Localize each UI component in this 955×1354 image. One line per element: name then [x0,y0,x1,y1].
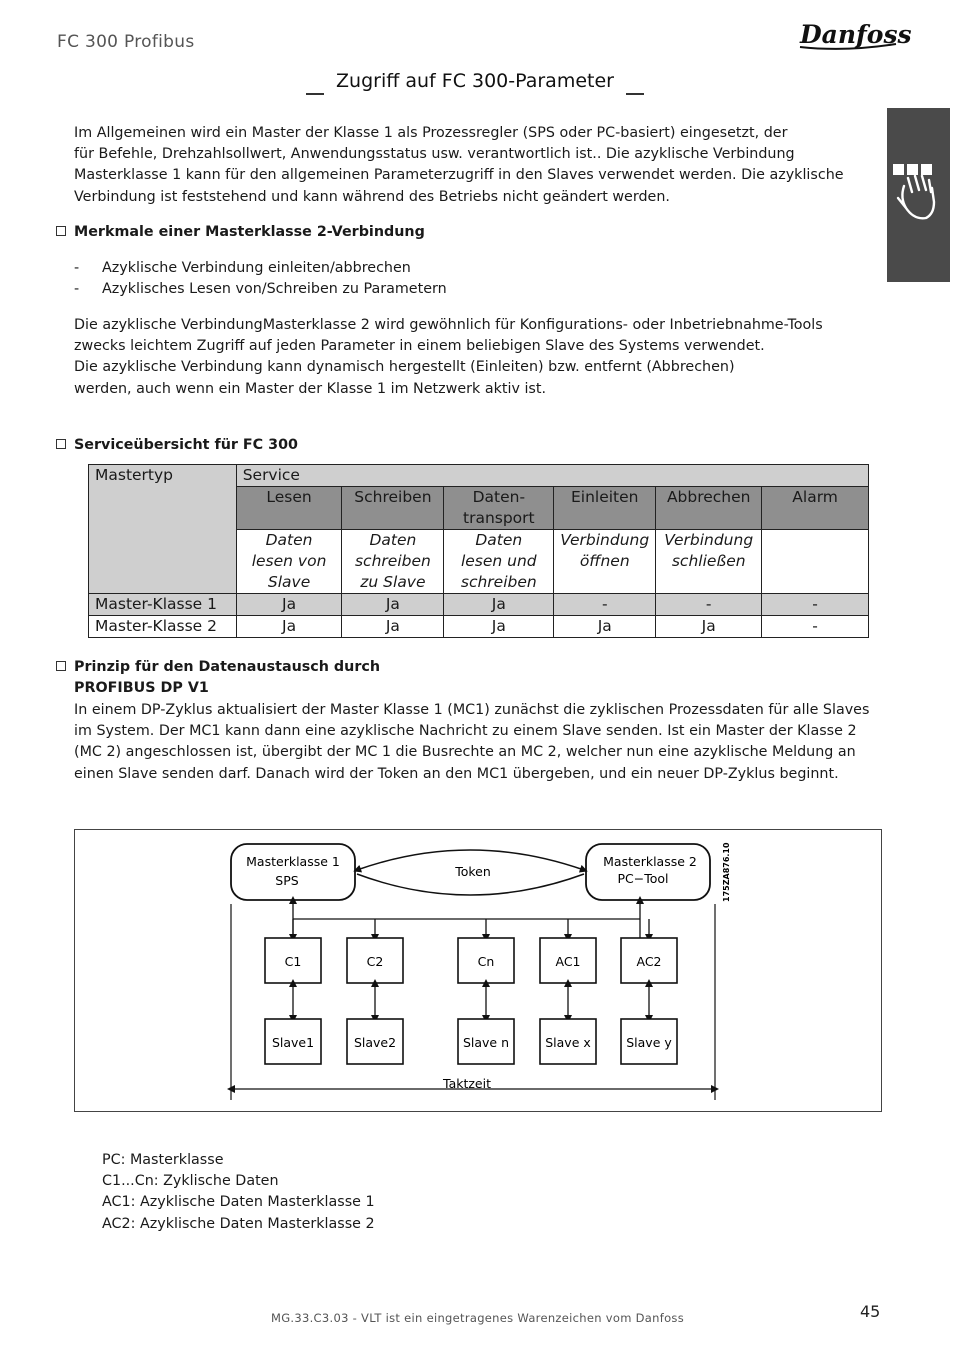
slave-label: Slave1 [271,1035,315,1050]
master1-label: Masterklasse 1 [246,854,340,869]
table-cell: Ja [342,616,444,638]
heading-masterklasse-2: Merkmale einer Masterklasse 2-Verbindung [56,222,425,243]
column-header: Einleiten [554,487,656,530]
table-cell: Ja [236,594,342,616]
intro-paragraph [74,123,844,208]
table-cell: Ja [444,594,554,616]
column-header: Schreiben [342,487,444,530]
svg-text:Danfoss: Danfoss [800,20,912,49]
table-service-header: Service [236,465,868,487]
channel-label: C1 [284,954,302,969]
channel-label: AC2 [636,954,662,969]
slave-label: Slave y [626,1035,672,1050]
checkbox-square-icon [56,226,66,236]
slave-label: Slave x [545,1035,591,1050]
column-header: Abbrechen [656,487,762,530]
footer-text: MG.33.C3.03 - VLT ist ein eingetragenes Warenzeichen vom Danfoss [270,1311,685,1325]
row-label: Master-Klasse 1 [89,594,237,616]
heading-profibus-dp-v1: PROFIBUS DP V1 [74,680,209,696]
list-item: - Azyklisches Lesen von/Schreiben zu Parametern [74,281,447,298]
hand-pointer-icon [890,158,946,228]
table-row [89,616,869,638]
slave-label: Slave n [462,1035,510,1050]
master2-label: Masterklasse 2 [603,854,697,869]
legend-item: AC1: Azyklische Daten Masterklasse 1 [102,1194,375,1211]
table-corner-mastertyp: Mastertyp [89,465,237,594]
legend-item: C1...Cn: Zyklische Daten [102,1173,279,1190]
danfoss-logo [796,16,912,52]
channel-label: Cn [477,954,495,969]
intro-line: Masterklasse 1 kann für den allgemeinen Parameterzugriff in den Slaves verwendet werden. Die azyklische [74,167,844,184]
service-table [88,464,869,638]
table-cell: Ja [444,616,554,638]
slave-label: Slave2 [353,1035,397,1050]
table-cell: Ja [342,594,444,616]
checkbox-square-icon [56,439,66,449]
checkbox-square-icon [56,661,66,671]
column-description [762,530,869,594]
intro-line: für Befehle, Drehzahlsollwert, Anwendungsstatus usw. verantwortlich ist.. Die azyklische Verbindung [74,146,795,163]
channel-label: C2 [366,954,384,969]
table-cell: Ja [236,616,342,638]
section-title: Zugriff auf FC 300-Parameter [0,70,950,95]
page-number: 45 [860,1302,881,1321]
datenaustausch-paragraph [74,700,869,785]
column-header: Alarm [762,487,869,530]
intro-line: Im Allgemeinen wird ein Master der Klasse 1 als Prozessregler (SPS oder PC-basiert) eingesetzt, der [74,125,788,141]
paragraph-line: In einem DP-Zyklus aktualisiert der Master Klasse 1 (MC1) zunächst die zyklischen Prozessdaten für alle Slaves [74,702,870,718]
token-label: Token [455,864,491,879]
column-description: Verbindung schließen [656,530,762,594]
master2-type: PC−Tool [617,871,669,886]
column-description: Daten schreiben zu Slave [342,530,444,594]
paragraph-line: einen Slave senden darf. Danach wird der Token an den MC1 übergeben, und ein neuer DP-Zyklus beginnt. [74,765,839,782]
masterklasse-2-paragraph [74,315,823,400]
paragraph-line: zwecks leichtem Zugriff auf jeden Parameter in einem beliebigen Slave des Systems verwendet. [74,338,765,355]
table-cell: - [656,594,762,616]
dp-cycle-diagram [74,829,882,1112]
legend-item: PC: Masterklasse [102,1152,224,1168]
diagram-legend [102,1150,375,1235]
paragraph-line: im System. Der MC1 kann dann eine azyklische Nachricht zu einem Slave senden. Ist ein Master der Klasse 2 [74,723,857,740]
column-header: Daten- transport [444,487,554,530]
paragraph-line: (MC 2) angeschlossen ist, übergibt der MC 1 die Busrechte an MC 2, welcher nun eine azyklische Meldung an [74,744,856,761]
chapter-tab [887,108,950,282]
paragraph-line: werden, auch wenn ein Master der Klasse 1 im Netzwerk aktiv ist. [74,380,547,397]
reference-code: 175ZA876.10 [722,842,731,902]
intro-line: Verbindung ist feststehend und kann während des Betriebs nicht geändert werden. [74,188,670,205]
list-item: - Azyklische Verbindung einleiten/abbrechen [74,260,411,276]
feature-list [74,258,447,300]
channel-label: AC1 [555,954,581,969]
heading-datenaustausch: Prinzip für den Datenaustausch durch [56,657,380,678]
column-description: Daten lesen von Slave [236,530,342,594]
column-description: Verbindung öffnen [554,530,656,594]
row-label: Master-Klasse 2 [89,616,237,638]
paragraph-line: Die azyklische Verbindung kann dynamisch hergestellt (Einleiten) bzw. entfernt (Abbrechen) [74,359,735,376]
master1-type: SPS [275,873,299,888]
table-cell: Ja [554,616,656,638]
paragraph-line: Die azyklische VerbindungMasterklasse 2 wird gewöhnlich für Konfigurations- oder Inbetriebnahme-Tools [74,317,823,333]
table-cell: - [554,594,656,616]
taktzeit-label: Taktzeit [443,1076,491,1091]
legend-item: AC2: Azyklische Daten Masterklasse 2 [102,1215,375,1232]
table-row [89,594,869,616]
heading-serviceuebersicht: Serviceübersicht für FC 300 [56,435,298,456]
column-header: Lesen [236,487,342,530]
document-title: FC 300 Profibus [57,32,195,52]
master1-box [231,844,355,900]
table-cell: Ja [656,616,762,638]
table-cell: - [762,594,869,616]
table-cell: - [762,616,869,638]
column-description: Daten lesen und schreiben [444,530,554,594]
